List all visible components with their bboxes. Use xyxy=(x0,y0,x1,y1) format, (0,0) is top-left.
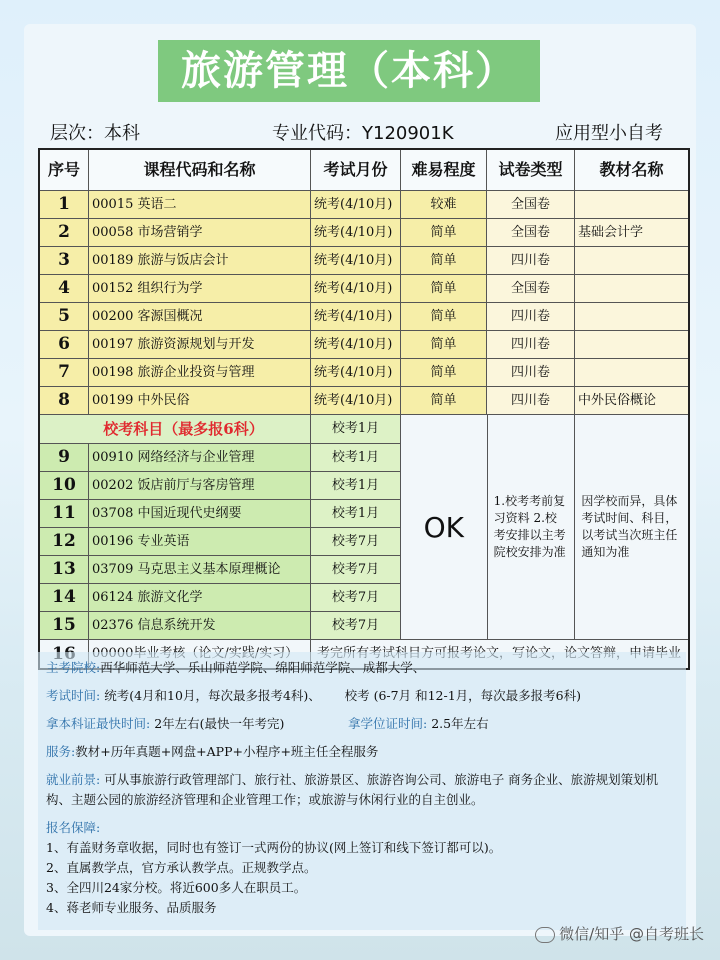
row-no: 14 xyxy=(40,584,88,611)
row-no: 2 xyxy=(58,222,70,242)
row-no: 3 xyxy=(58,250,70,270)
guarantee-item: 2、直属教学点，官方承认教学点。正规教学点。 xyxy=(46,860,317,875)
exam-time-line xyxy=(46,686,678,706)
textbook-note: 因学校而异，具体考试时间、科目，以考试当次班主任通知为准 xyxy=(574,415,688,639)
table-row xyxy=(40,190,688,218)
row-course: 00197 旅游资源规划与开发 xyxy=(88,331,310,358)
row-no: 6 xyxy=(58,334,70,354)
row-no: 1 xyxy=(58,194,70,214)
header-textbook: 教材名称 xyxy=(574,150,688,190)
row-course: 03709 马克思主义基本原理概论 xyxy=(88,556,310,583)
watermark-text: 微信/知乎 @自考班长 xyxy=(559,925,704,943)
row-course: 00910 网络经济与企业管理 xyxy=(88,444,310,471)
major-code-label: 专业代码：Y120901K xyxy=(272,123,454,144)
table-row xyxy=(40,274,688,302)
row-paper: 全国卷 xyxy=(486,275,574,302)
row-textbook xyxy=(574,331,688,358)
host-label: 主考院校: xyxy=(46,660,101,675)
exam-time-school: 校考 (6-7月 和12-1月，每次最多报考6科) xyxy=(344,688,581,703)
row-month: 校考1月 xyxy=(310,472,400,499)
row-textbook xyxy=(574,303,688,330)
table-row xyxy=(40,246,688,274)
wechat-icon xyxy=(535,927,555,943)
timeline-line xyxy=(46,714,678,734)
table-row xyxy=(40,443,400,471)
row-course: 00058 市场营销学 xyxy=(88,219,310,246)
row-difficulty: 简单 xyxy=(400,303,486,330)
table-row xyxy=(40,527,400,555)
row-paper: 全国卷 xyxy=(486,191,574,218)
exam-time-label: 考试时间: xyxy=(46,688,101,703)
course-table xyxy=(38,148,690,670)
row-no: 11 xyxy=(40,500,88,527)
guarantee-item: 1、有盖财务章收据，同时也有签订一式两份的协议(网上签订和线下签订都可以)。 xyxy=(46,840,502,855)
page-title: 旅游管理（本科） xyxy=(158,40,540,102)
degree-value: 2.5年左右 xyxy=(431,716,489,731)
fastest-value: 2年左右(最快一年考完) xyxy=(154,716,285,731)
row-difficulty: 简单 xyxy=(400,219,486,246)
table-row xyxy=(40,218,688,246)
row-month: 统考(4/10月) xyxy=(310,219,400,246)
row-no: 4 xyxy=(58,278,70,298)
row-paper: 四川卷 xyxy=(486,247,574,274)
table-row xyxy=(40,471,400,499)
degree-label: 拿学位证时间: xyxy=(348,716,428,731)
row-paper: 全国卷 xyxy=(486,219,574,246)
row-textbook: 基础会计学 xyxy=(574,219,688,246)
table-row xyxy=(40,330,688,358)
row-no: 5 xyxy=(58,306,70,326)
school-exam-rows xyxy=(40,415,400,639)
row-course: 02376 信息系统开发 xyxy=(88,612,310,639)
row-paper: 四川卷 xyxy=(486,331,574,358)
header-month: 考试月份 xyxy=(310,150,400,190)
school-section-heading: 校考科目（最多报6科） xyxy=(103,420,264,438)
row-month: 统考(4/10月) xyxy=(310,275,400,302)
row-course: 00199 中外民俗 xyxy=(88,387,310,414)
row-no: 9 xyxy=(40,444,88,471)
row-month: 校考7月 xyxy=(310,528,400,555)
service-line xyxy=(46,742,678,762)
career-label: 就业前景: xyxy=(46,772,101,787)
table-row xyxy=(40,358,688,386)
program-type-label: 应用型小自考 xyxy=(555,123,663,144)
row-textbook: 中外民俗概论 xyxy=(574,387,688,414)
table-row xyxy=(40,302,688,330)
service-value: 教材+历年真题+网盘+APP+小程序+班主任全程服务 xyxy=(75,744,379,759)
row-course: 00152 组织行为学 xyxy=(88,275,310,302)
row-month: 统考(4/10月) xyxy=(310,247,400,274)
row-textbook xyxy=(574,275,688,302)
row-textbook xyxy=(574,359,688,386)
school-exam-section xyxy=(40,414,688,639)
row-course: 00198 旅游企业投资与管理 xyxy=(88,359,310,386)
row-month: 校考7月 xyxy=(310,584,400,611)
info-panel xyxy=(38,652,686,930)
table-row xyxy=(40,583,400,611)
host-schools-line xyxy=(46,658,678,678)
row-no: 10 xyxy=(40,472,88,499)
row-course: 00202 饭店前厅与客房管理 xyxy=(88,472,310,499)
row-month: 统考(4/10月) xyxy=(310,359,400,386)
row-course: 00015 英语二 xyxy=(88,191,310,218)
header-difficulty: 难易程度 xyxy=(400,150,486,190)
row-difficulty: 简单 xyxy=(400,359,486,386)
header-course: 课程代码和名称 xyxy=(88,150,310,190)
row-difficulty: 简单 xyxy=(400,247,486,274)
level-label: 层次：本科 xyxy=(50,123,140,144)
row-difficulty: 较难 xyxy=(400,191,486,218)
row-no: 12 xyxy=(40,528,88,555)
school-section-heading-month: 校考1月 xyxy=(310,415,400,443)
row-course: 00196 专业英语 xyxy=(88,528,310,555)
row-difficulty: 简单 xyxy=(400,331,486,358)
row-no: 13 xyxy=(40,556,88,583)
table-row xyxy=(40,386,688,414)
guarantee-item: 3、全四川24家分校。将近600多人在职员工。 xyxy=(46,880,307,895)
row-course: 00189 旅游与饭店会计 xyxy=(88,247,310,274)
row-textbook xyxy=(574,247,688,274)
row-difficulty: 简单 xyxy=(400,387,486,414)
header-no: 序号 xyxy=(47,160,80,179)
guarantee-label: 报名保障: xyxy=(46,820,101,835)
exam-type-note: 1.校考考前复习资料 2.校考安排以主考院校安排为准 xyxy=(487,415,575,639)
row-month: 校考7月 xyxy=(310,612,400,639)
row-paper: 四川卷 xyxy=(486,387,574,414)
header-paper: 试卷类型 xyxy=(486,150,574,190)
service-label: 服务: xyxy=(46,744,76,759)
table-header-row xyxy=(40,150,688,190)
row-difficulty: 简单 xyxy=(400,275,486,302)
career-value: 可从事旅游行政管理部门、旅行社、旅游景区、旅游咨询公司、旅游电子 商务企业、旅游规划策划机构、主题公园的旅游经济管理和企业管理工作；或旅游与休闲行业的自主创业。 xyxy=(46,772,659,807)
row-month: 校考1月 xyxy=(310,500,400,527)
school-section-heading-row xyxy=(40,415,400,443)
difficulty-note: OK xyxy=(400,415,487,639)
exam-time-unified: 统考(4月和10月，每次最多报考4科)、 xyxy=(104,688,321,703)
row-no: 15 xyxy=(40,612,88,639)
watermark xyxy=(535,923,704,944)
row-course: 00200 客源国概况 xyxy=(88,303,310,330)
row-course: 06124 旅游文化学 xyxy=(88,584,310,611)
row-month: 统考(4/10月) xyxy=(310,303,400,330)
row-course: 03708 中国近现代史纲要 xyxy=(88,500,310,527)
table-row xyxy=(40,499,400,527)
table-row xyxy=(40,611,400,639)
row-month: 校考1月 xyxy=(310,444,400,471)
guarantee-item: 4、蒋老师专业服务、品质服务 xyxy=(46,900,217,915)
career-line xyxy=(46,770,678,810)
row-month: 校考7月 xyxy=(310,556,400,583)
table-row xyxy=(40,555,400,583)
row-month: 统考(4/10月) xyxy=(310,387,400,414)
row-month: 统考(4/10月) xyxy=(310,331,400,358)
row-month: 统考(4/10月) xyxy=(310,191,400,218)
row-paper: 四川卷 xyxy=(486,359,574,386)
row-textbook xyxy=(574,191,688,218)
row-no: 7 xyxy=(58,362,70,382)
fastest-label: 拿本科证最快时间: xyxy=(46,716,151,731)
host-value: 西华师范大学、乐山师范学院、绵阳师范学院、成都大学、 xyxy=(100,660,426,675)
row-no: 8 xyxy=(58,390,70,410)
row-paper: 四川卷 xyxy=(486,303,574,330)
